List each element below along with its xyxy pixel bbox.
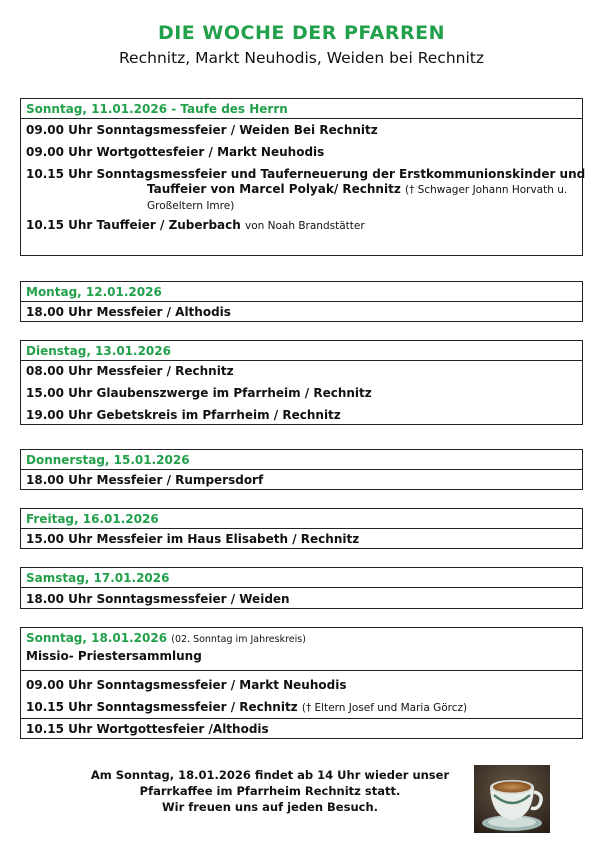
announcement [60, 767, 480, 815]
schedule-entry: 10.15 Uhr Sonntagsmessfeier / Rechnitz († Eltern Josef und Maria Görcz) [26, 700, 468, 714]
day-block-tuesday [20, 340, 583, 425]
day-block-friday [20, 508, 583, 549]
schedule-entry: 10.15 Uhr Wortgottesfeier /Althodis [26, 722, 269, 736]
entry-note: († Schwager Johann Horvath u. Großeltern Imre) [147, 184, 568, 212]
day-heading: Donnerstag, 15.01.2026 [21, 450, 582, 470]
schedule-entry: Missio- Priestersammlung [26, 649, 202, 663]
page-title: DIE WOCHE DER PFARREN [157, 22, 446, 44]
day-heading: Freitag, 16.01.2026 [21, 509, 582, 529]
schedule-entry: 18.00 Uhr Sonntagsmessfeier / Weiden [26, 592, 290, 606]
entry-note: († Eltern Josef und Maria Görcz) [301, 702, 468, 714]
day-block-monday [20, 281, 583, 322]
schedule-entry: 09.00 Uhr Sonntagsmessfeier / Weiden Bei Rechnitz [26, 123, 378, 137]
day-block-sunday-18 [20, 627, 583, 739]
day-heading: Samstag, 17.01.2026 [21, 568, 582, 588]
coffee-cup-icon [474, 765, 550, 833]
schedule-entry: 18.00 Uhr Messfeier / Althodis [26, 305, 231, 319]
schedule-entry: 15.00 Uhr Messfeier im Haus Elisabeth / Rechnitz [26, 532, 360, 546]
announcement-line: Wir freuen uns auf jeden Besuch. [161, 800, 379, 814]
schedule-entry: 19.00 Uhr Gebetskreis im Pfarrheim / Rechnitz [26, 408, 341, 422]
schedule-entry: 10.15 Uhr Sonntagsmessfeier und Tauferneuerung der Erstkommunionskinder und Tauffeier von Marcel Polyak/ Rechnitz († Schwager Johann Horvath u. Großeltern Imre) [26, 167, 586, 212]
heading-note: (02. Sonntag im Jahreskreis) [171, 634, 306, 645]
coffee-cup-photo [474, 765, 550, 833]
schedule-entry: 15.00 Uhr Glaubenszwerge im Pfarrheim / Rechnitz [26, 386, 372, 400]
day-block-sunday-11 [20, 98, 586, 256]
schedule-entry: 18.00 Uhr Messfeier / Rumpersdorf [26, 473, 264, 487]
divider [21, 670, 582, 671]
day-block-thursday [20, 449, 583, 490]
schedule-entry: 08.00 Uhr Messfeier / Rechnitz [26, 364, 234, 378]
schedule-entry: 10.15 Uhr Tauffeier / Zuberbach von Noah Brandstätter [26, 218, 365, 232]
entry-note: von Noah Brandstätter [245, 220, 365, 232]
announcement-line: Pfarrkaffee im Pfarrheim Rechnitz statt. [139, 784, 401, 798]
divider [21, 718, 582, 719]
announcement-line: Am Sonntag, 18.01.2026 findet ab 14 Uhr wieder unser [90, 768, 450, 782]
day-heading: Dienstag, 13.01.2026 [21, 341, 582, 361]
page-subtitle: Rechnitz, Markt Neuhodis, Weiden bei Rechnitz [118, 49, 484, 67]
day-heading: Sonntag, 18.01.2026 (02. Sonntag im Jahreskreis) [26, 631, 306, 645]
day-heading: Montag, 12.01.2026 [21, 282, 582, 302]
schedule-entry: 09.00 Uhr Wortgottesfeier / Markt Neuhodis [26, 145, 325, 159]
day-block-saturday [20, 567, 583, 609]
schedule-entry: 09.00 Uhr Sonntagsmessfeier / Markt Neuhodis [26, 678, 347, 692]
day-heading: Sonntag, 11.01.2026 - Taufe des Herrn [21, 99, 582, 119]
